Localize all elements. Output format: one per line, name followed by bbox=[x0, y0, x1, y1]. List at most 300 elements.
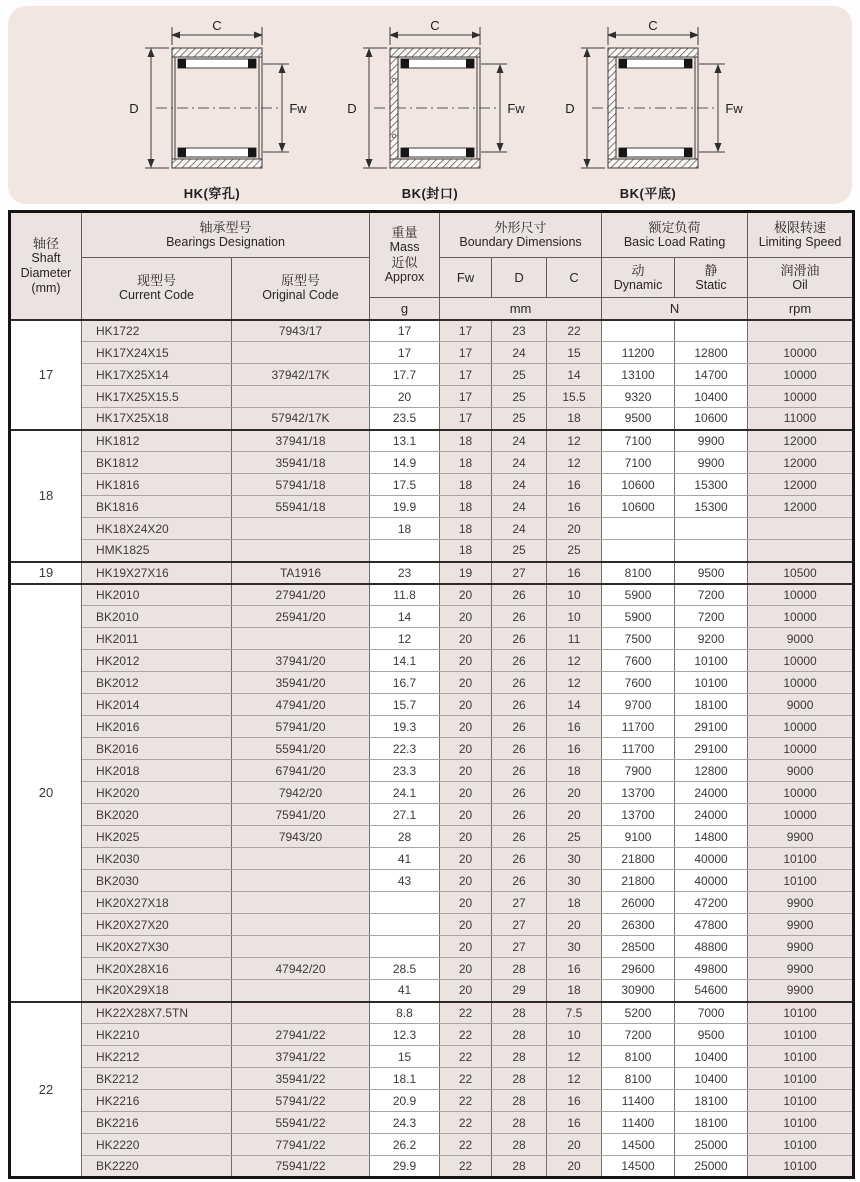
oil-speed-cell: 12000 bbox=[748, 430, 854, 452]
original-code-cell bbox=[232, 936, 370, 958]
c-cell: 16 bbox=[547, 958, 602, 980]
table-row bbox=[10, 1112, 854, 1134]
mass-cell: 17 bbox=[370, 342, 440, 364]
dynamic-load-cell: 7600 bbox=[602, 672, 675, 694]
mass-cell: 13.1 bbox=[370, 430, 440, 452]
c-cell: 15 bbox=[547, 342, 602, 364]
d-cell: 27 bbox=[492, 914, 547, 936]
fw-cell: 20 bbox=[440, 738, 492, 760]
table-row bbox=[10, 364, 854, 386]
oil-speed-cell: 10000 bbox=[748, 782, 854, 804]
dynamic-load-cell bbox=[602, 540, 675, 562]
static-load-cell: 24000 bbox=[675, 782, 748, 804]
table-row bbox=[10, 562, 854, 584]
d-cell: 28 bbox=[492, 1024, 547, 1046]
header-original-code: 原型号 Original Code bbox=[232, 258, 370, 320]
dynamic-load-cell: 26300 bbox=[602, 914, 675, 936]
current-code-cell: HK19X27X16 bbox=[82, 562, 232, 584]
c-cell: 25 bbox=[547, 826, 602, 848]
oil-speed-cell: 10000 bbox=[748, 584, 854, 606]
fw-cell: 18 bbox=[440, 452, 492, 474]
table-row bbox=[10, 826, 854, 848]
original-code-cell bbox=[232, 1002, 370, 1024]
mass-cell: 23 bbox=[370, 562, 440, 584]
original-code-cell: 7943/17 bbox=[232, 320, 370, 342]
fw-cell: 18 bbox=[440, 474, 492, 496]
fw-cell: 20 bbox=[440, 650, 492, 672]
c-cell: 25 bbox=[547, 540, 602, 562]
c-cell: 12 bbox=[547, 1068, 602, 1090]
mass-cell: 41 bbox=[370, 848, 440, 870]
fw-cell: 22 bbox=[440, 1156, 492, 1178]
original-code-cell: 67941/20 bbox=[232, 760, 370, 782]
current-code-cell: HK2030 bbox=[82, 848, 232, 870]
fw-cell: 17 bbox=[440, 364, 492, 386]
oil-speed-cell: 12000 bbox=[748, 452, 854, 474]
dynamic-load-cell: 21800 bbox=[602, 870, 675, 892]
mass-cell: 22.3 bbox=[370, 738, 440, 760]
dynamic-load-cell: 30900 bbox=[602, 980, 675, 1002]
dynamic-load-cell: 29600 bbox=[602, 958, 675, 980]
bearing-diagram-block-bk-flat bbox=[548, 18, 748, 202]
fw-cell: 20 bbox=[440, 826, 492, 848]
d-cell: 26 bbox=[492, 694, 547, 716]
dynamic-load-cell: 13700 bbox=[602, 782, 675, 804]
current-code-cell: BK1812 bbox=[82, 452, 232, 474]
static-load-cell: 14800 bbox=[675, 826, 748, 848]
oil-speed-cell: 10100 bbox=[748, 1002, 854, 1024]
table-row bbox=[10, 320, 854, 342]
static-load-cell: 18100 bbox=[675, 1112, 748, 1134]
bearing-cross-section-svg bbox=[330, 18, 530, 176]
fw-cell: 22 bbox=[440, 1024, 492, 1046]
fw-cell: 20 bbox=[440, 584, 492, 606]
dynamic-load-cell: 7600 bbox=[602, 650, 675, 672]
mass-cell: 20 bbox=[370, 386, 440, 408]
oil-speed-cell: 10000 bbox=[748, 342, 854, 364]
d-cell: 26 bbox=[492, 870, 547, 892]
oil-speed-cell: 10000 bbox=[748, 606, 854, 628]
header-unit-n: N bbox=[602, 298, 748, 320]
original-code-cell: 27941/22 bbox=[232, 1024, 370, 1046]
original-code-cell bbox=[232, 628, 370, 650]
original-code-cell: 57941/20 bbox=[232, 716, 370, 738]
mass-cell: 19.3 bbox=[370, 716, 440, 738]
fw-cell: 22 bbox=[440, 1112, 492, 1134]
dynamic-load-cell: 5900 bbox=[602, 584, 675, 606]
fw-cell: 20 bbox=[440, 958, 492, 980]
mass-cell: 17 bbox=[370, 320, 440, 342]
static-load-cell: 10400 bbox=[675, 386, 748, 408]
c-cell: 18 bbox=[547, 408, 602, 430]
d-cell: 26 bbox=[492, 782, 547, 804]
oil-speed-cell: 10000 bbox=[748, 386, 854, 408]
static-load-cell: 54600 bbox=[675, 980, 748, 1002]
dynamic-load-cell: 11400 bbox=[602, 1090, 675, 1112]
original-code-cell: 37942/17K bbox=[232, 364, 370, 386]
c-cell: 18 bbox=[547, 980, 602, 1002]
mass-cell: 14 bbox=[370, 606, 440, 628]
current-code-cell: HK20X27X18 bbox=[82, 892, 232, 914]
original-code-cell bbox=[232, 870, 370, 892]
mass-cell: 16.7 bbox=[370, 672, 440, 694]
fw-cell: 22 bbox=[440, 1046, 492, 1068]
d-cell: 25 bbox=[492, 364, 547, 386]
current-code-cell: HK17X24X15 bbox=[82, 342, 232, 364]
fw-cell: 17 bbox=[440, 408, 492, 430]
dynamic-load-cell: 11200 bbox=[602, 342, 675, 364]
oil-speed-cell: 9900 bbox=[748, 980, 854, 1002]
d-cell: 26 bbox=[492, 672, 547, 694]
dynamic-load-cell: 7200 bbox=[602, 1024, 675, 1046]
table-row bbox=[10, 408, 854, 430]
oil-speed-cell: 9900 bbox=[748, 914, 854, 936]
svg-text:Fw: Fw bbox=[507, 101, 525, 116]
header-d: D bbox=[492, 258, 547, 298]
d-cell: 27 bbox=[492, 892, 547, 914]
oil-speed-cell: 11000 bbox=[748, 408, 854, 430]
c-cell: 16 bbox=[547, 562, 602, 584]
table-row bbox=[10, 584, 854, 606]
mass-cell: 27.1 bbox=[370, 804, 440, 826]
mass-cell: 20.9 bbox=[370, 1090, 440, 1112]
dynamic-load-cell: 11700 bbox=[602, 738, 675, 760]
header-unit-g: g bbox=[370, 298, 440, 320]
fw-cell: 20 bbox=[440, 804, 492, 826]
fw-cell: 20 bbox=[440, 628, 492, 650]
d-cell: 24 bbox=[492, 518, 547, 540]
original-code-cell: 7942/20 bbox=[232, 782, 370, 804]
mass-cell: 15 bbox=[370, 1046, 440, 1068]
d-cell: 24 bbox=[492, 342, 547, 364]
table-row bbox=[10, 540, 854, 562]
current-code-cell: HK17X25X14 bbox=[82, 364, 232, 386]
header-bearings-designation: 轴承型号 Bearings Designation bbox=[82, 212, 370, 258]
c-cell: 16 bbox=[547, 1090, 602, 1112]
current-code-cell: HK17X25X18 bbox=[82, 408, 232, 430]
current-code-cell: HK2016 bbox=[82, 716, 232, 738]
original-code-cell: TA1916 bbox=[232, 562, 370, 584]
fw-cell: 20 bbox=[440, 694, 492, 716]
fw-cell: 20 bbox=[440, 936, 492, 958]
c-cell: 12 bbox=[547, 672, 602, 694]
d-cell: 24 bbox=[492, 430, 547, 452]
header-basic-load-rating: 额定负荷 Basic Load Rating bbox=[602, 212, 748, 258]
c-cell: 16 bbox=[547, 496, 602, 518]
oil-speed-cell: 10100 bbox=[748, 1046, 854, 1068]
original-code-cell bbox=[232, 518, 370, 540]
oil-speed-cell: 10500 bbox=[748, 562, 854, 584]
static-load-cell: 47800 bbox=[675, 914, 748, 936]
shaft-diameter-cell: 22 bbox=[10, 1002, 82, 1178]
original-code-cell: 37941/18 bbox=[232, 430, 370, 452]
table-row bbox=[10, 496, 854, 518]
table-row bbox=[10, 1068, 854, 1090]
original-code-cell: 37941/22 bbox=[232, 1046, 370, 1068]
original-code-cell: 75941/20 bbox=[232, 804, 370, 826]
d-cell: 24 bbox=[492, 474, 547, 496]
static-load-cell: 25000 bbox=[675, 1156, 748, 1178]
fw-cell: 17 bbox=[440, 342, 492, 364]
current-code-cell: HK2012 bbox=[82, 650, 232, 672]
original-code-cell: 55941/20 bbox=[232, 738, 370, 760]
table-row bbox=[10, 1134, 854, 1156]
table-row bbox=[10, 694, 854, 716]
mass-cell: 18.1 bbox=[370, 1068, 440, 1090]
d-cell: 28 bbox=[492, 1134, 547, 1156]
svg-text:C: C bbox=[648, 18, 658, 33]
fw-cell: 20 bbox=[440, 980, 492, 1002]
d-cell: 28 bbox=[492, 1046, 547, 1068]
dynamic-load-cell: 9100 bbox=[602, 826, 675, 848]
static-load-cell: 9500 bbox=[675, 1024, 748, 1046]
current-code-cell: BK1816 bbox=[82, 496, 232, 518]
svg-text:C: C bbox=[430, 18, 440, 33]
c-cell: 20 bbox=[547, 804, 602, 826]
mass-cell: 17.7 bbox=[370, 364, 440, 386]
table-row bbox=[10, 716, 854, 738]
current-code-cell: HK22X28X7.5TN bbox=[82, 1002, 232, 1024]
original-code-cell bbox=[232, 892, 370, 914]
d-cell: 29 bbox=[492, 980, 547, 1002]
static-load-cell: 15300 bbox=[675, 496, 748, 518]
oil-speed-cell: 10100 bbox=[748, 1112, 854, 1134]
dynamic-load-cell: 8100 bbox=[602, 1046, 675, 1068]
current-code-cell: HK20X27X30 bbox=[82, 936, 232, 958]
mass-cell: 19.9 bbox=[370, 496, 440, 518]
dynamic-load-cell: 8100 bbox=[602, 1068, 675, 1090]
table-row bbox=[10, 672, 854, 694]
current-code-cell: HK2010 bbox=[82, 584, 232, 606]
dynamic-load-cell: 26000 bbox=[602, 892, 675, 914]
bearing-diagram-label: HK(穿孔) bbox=[183, 186, 241, 201]
d-cell: 26 bbox=[492, 848, 547, 870]
c-cell: 7.5 bbox=[547, 1002, 602, 1024]
table-row bbox=[10, 738, 854, 760]
d-cell: 26 bbox=[492, 584, 547, 606]
table-row bbox=[10, 760, 854, 782]
bearing-diagram-block-bk-sealed bbox=[330, 18, 530, 202]
mass-cell: 26.2 bbox=[370, 1134, 440, 1156]
static-load-cell: 15300 bbox=[675, 474, 748, 496]
dynamic-load-cell: 9500 bbox=[602, 408, 675, 430]
d-cell: 25 bbox=[492, 540, 547, 562]
current-code-cell: BK2020 bbox=[82, 804, 232, 826]
bearing-diagram-label: BK(封口) bbox=[401, 186, 459, 201]
d-cell: 28 bbox=[492, 1090, 547, 1112]
mass-cell: 11.8 bbox=[370, 584, 440, 606]
c-cell: 16 bbox=[547, 738, 602, 760]
table-row bbox=[10, 958, 854, 980]
static-load-cell bbox=[675, 518, 748, 540]
static-load-cell: 14700 bbox=[675, 364, 748, 386]
c-cell: 15.5 bbox=[547, 386, 602, 408]
table-row bbox=[10, 1002, 854, 1024]
static-load-cell: 24000 bbox=[675, 804, 748, 826]
bearing-diagram-block-hk bbox=[112, 18, 312, 202]
c-cell: 14 bbox=[547, 364, 602, 386]
current-code-cell: HK2011 bbox=[82, 628, 232, 650]
mass-cell: 15.7 bbox=[370, 694, 440, 716]
dynamic-load-cell: 11400 bbox=[602, 1112, 675, 1134]
static-load-cell: 49800 bbox=[675, 958, 748, 980]
table-row bbox=[10, 980, 854, 1002]
original-code-cell bbox=[232, 386, 370, 408]
static-load-cell: 12800 bbox=[675, 342, 748, 364]
header-c: C bbox=[547, 258, 602, 298]
current-code-cell: HK2025 bbox=[82, 826, 232, 848]
oil-speed-cell: 10100 bbox=[748, 848, 854, 870]
d-cell: 26 bbox=[492, 804, 547, 826]
static-load-cell: 10100 bbox=[675, 650, 748, 672]
header-mass: 重量 Mass 近似 Approx bbox=[370, 212, 440, 298]
static-load-cell: 47200 bbox=[675, 892, 748, 914]
original-code-cell: 77941/22 bbox=[232, 1134, 370, 1156]
original-code-cell: 37941/20 bbox=[232, 650, 370, 672]
fw-cell: 18 bbox=[440, 540, 492, 562]
c-cell: 10 bbox=[547, 1024, 602, 1046]
header-boundary-dimensions: 外形尺寸 Boundary Dimensions bbox=[440, 212, 602, 258]
mass-cell: 24.1 bbox=[370, 782, 440, 804]
original-code-cell: 55941/22 bbox=[232, 1112, 370, 1134]
original-code-cell: 35941/22 bbox=[232, 1068, 370, 1090]
table-header bbox=[10, 212, 854, 320]
bearing-cross-section-diagram bbox=[548, 18, 748, 181]
bearing-cross-section-diagram bbox=[112, 18, 312, 181]
c-cell: 20 bbox=[547, 914, 602, 936]
c-cell: 20 bbox=[547, 782, 602, 804]
d-cell: 28 bbox=[492, 1002, 547, 1024]
oil-speed-cell: 9000 bbox=[748, 760, 854, 782]
c-cell: 10 bbox=[547, 606, 602, 628]
static-load-cell: 9500 bbox=[675, 562, 748, 584]
static-load-cell: 7000 bbox=[675, 1002, 748, 1024]
c-cell: 12 bbox=[547, 650, 602, 672]
bearing-diagrams-panel bbox=[8, 6, 852, 204]
d-cell: 28 bbox=[492, 1156, 547, 1178]
fw-cell: 18 bbox=[440, 496, 492, 518]
oil-speed-cell: 10000 bbox=[748, 364, 854, 386]
table-row bbox=[10, 848, 854, 870]
current-code-cell: HMK1825 bbox=[82, 540, 232, 562]
current-code-cell: HK2020 bbox=[82, 782, 232, 804]
current-code-cell: HK1816 bbox=[82, 474, 232, 496]
current-code-cell: HK17X25X15.5 bbox=[82, 386, 232, 408]
d-cell: 24 bbox=[492, 496, 547, 518]
header-limiting-speed: 极限转速 Limiting Speed bbox=[748, 212, 854, 258]
bearing-cross-section-diagram bbox=[330, 18, 530, 181]
table-row bbox=[10, 892, 854, 914]
c-cell: 22 bbox=[547, 320, 602, 342]
current-code-cell: BK2012 bbox=[82, 672, 232, 694]
oil-speed-cell: 10100 bbox=[748, 1068, 854, 1090]
fw-cell: 17 bbox=[440, 320, 492, 342]
d-cell: 26 bbox=[492, 826, 547, 848]
fw-cell: 22 bbox=[440, 1090, 492, 1112]
fw-cell: 20 bbox=[440, 760, 492, 782]
original-code-cell: 57941/18 bbox=[232, 474, 370, 496]
fw-cell: 18 bbox=[440, 518, 492, 540]
d-cell: 26 bbox=[492, 716, 547, 738]
mass-cell: 8.8 bbox=[370, 1002, 440, 1024]
dynamic-load-cell: 14500 bbox=[602, 1134, 675, 1156]
d-cell: 28 bbox=[492, 1068, 547, 1090]
d-cell: 25 bbox=[492, 386, 547, 408]
current-code-cell: HK20X27X20 bbox=[82, 914, 232, 936]
static-load-cell: 10400 bbox=[675, 1046, 748, 1068]
header-shaft-diameter: 轴径 Shaft Diameter (mm) bbox=[10, 212, 82, 320]
mass-cell bbox=[370, 892, 440, 914]
fw-cell: 22 bbox=[440, 1068, 492, 1090]
d-cell: 26 bbox=[492, 606, 547, 628]
dynamic-load-cell bbox=[602, 320, 675, 342]
d-cell: 28 bbox=[492, 1112, 547, 1134]
d-cell: 27 bbox=[492, 562, 547, 584]
fw-cell: 20 bbox=[440, 914, 492, 936]
current-code-cell: HK20X28X16 bbox=[82, 958, 232, 980]
table-row bbox=[10, 1024, 854, 1046]
static-load-cell: 9200 bbox=[675, 628, 748, 650]
static-load-cell: 7200 bbox=[675, 584, 748, 606]
oil-speed-cell bbox=[748, 518, 854, 540]
current-code-cell: HK2212 bbox=[82, 1046, 232, 1068]
dynamic-load-cell: 5900 bbox=[602, 606, 675, 628]
d-cell: 26 bbox=[492, 650, 547, 672]
table-row bbox=[10, 1156, 854, 1178]
mass-cell: 14.1 bbox=[370, 650, 440, 672]
mass-cell bbox=[370, 914, 440, 936]
dynamic-load-cell: 9700 bbox=[602, 694, 675, 716]
shaft-diameter-cell: 17 bbox=[10, 320, 82, 430]
oil-speed-cell: 10100 bbox=[748, 1134, 854, 1156]
oil-speed-cell bbox=[748, 540, 854, 562]
c-cell: 20 bbox=[547, 1156, 602, 1178]
c-cell: 30 bbox=[547, 936, 602, 958]
static-load-cell: 18100 bbox=[675, 694, 748, 716]
static-load-cell: 48800 bbox=[675, 936, 748, 958]
mass-cell: 43 bbox=[370, 870, 440, 892]
oil-speed-cell: 10100 bbox=[748, 870, 854, 892]
table-row bbox=[10, 518, 854, 540]
original-code-cell bbox=[232, 540, 370, 562]
table-body bbox=[10, 320, 854, 1178]
table-row bbox=[10, 386, 854, 408]
header-dynamic: 动 Dynamic bbox=[602, 258, 675, 298]
c-cell: 12 bbox=[547, 452, 602, 474]
dynamic-load-cell: 9320 bbox=[602, 386, 675, 408]
svg-text:Fw: Fw bbox=[725, 101, 743, 116]
static-load-cell: 18100 bbox=[675, 1090, 748, 1112]
oil-speed-cell: 9900 bbox=[748, 936, 854, 958]
svg-text:D: D bbox=[347, 101, 357, 116]
current-code-cell: BK2216 bbox=[82, 1112, 232, 1134]
static-load-cell: 29100 bbox=[675, 738, 748, 760]
bearing-diagram-label: BK(平底) bbox=[619, 186, 677, 201]
bearing-cross-section-svg bbox=[112, 18, 312, 176]
static-load-cell: 12800 bbox=[675, 760, 748, 782]
dynamic-load-cell: 7500 bbox=[602, 628, 675, 650]
svg-text:C: C bbox=[212, 18, 222, 33]
oil-speed-cell: 9900 bbox=[748, 826, 854, 848]
current-code-cell: HK1722 bbox=[82, 320, 232, 342]
fw-cell: 20 bbox=[440, 870, 492, 892]
oil-speed-cell: 10000 bbox=[748, 804, 854, 826]
c-cell: 20 bbox=[547, 518, 602, 540]
static-load-cell: 29100 bbox=[675, 716, 748, 738]
oil-speed-cell: 10000 bbox=[748, 650, 854, 672]
mass-cell: 41 bbox=[370, 980, 440, 1002]
oil-speed-cell: 10100 bbox=[748, 1024, 854, 1046]
